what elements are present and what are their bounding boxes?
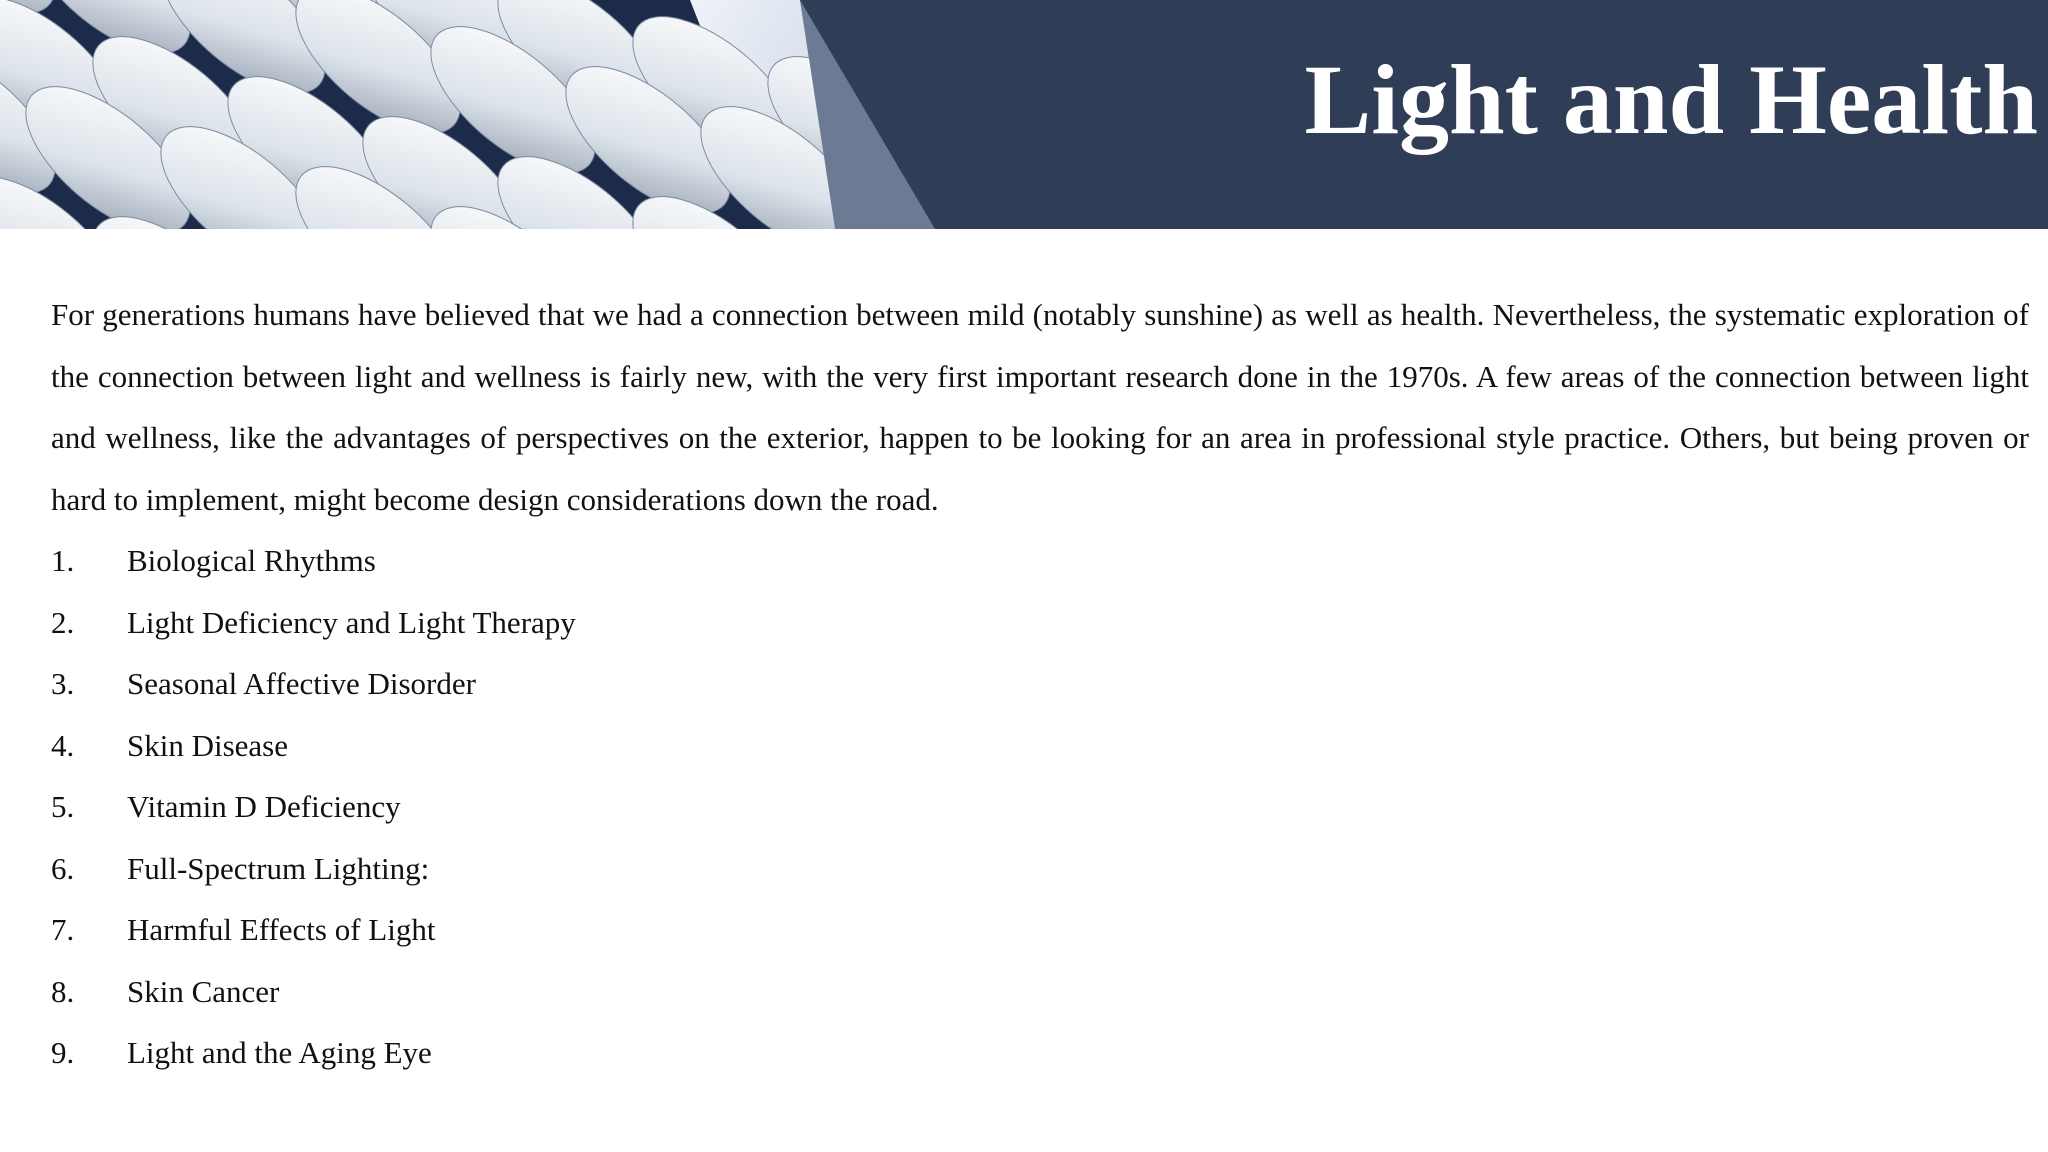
list-item-number: 8.: [51, 973, 75, 1009]
list-item-number: 9.: [51, 1035, 75, 1070]
list-item-number: 7.: [51, 912, 75, 947]
list-item: [51, 899, 576, 961]
list-item-label: Biological Rhythms: [127, 543, 376, 578]
slide-title: Light and Health: [1304, 44, 2038, 155]
list-item: [51, 715, 576, 777]
header-photo: [0, 0, 940, 229]
list-item: [51, 530, 576, 592]
list-item: [51, 776, 576, 838]
list-item: [51, 653, 576, 715]
intro-paragraph: For generations humans have believed that we had a connection between mild (notably sunshine) as well as health. Nevertheless, the systematic exploration of the connection between light and wellness is fairly new, with the very first important research done in the 1970s. A few areas of the connection between light and wellness, like the advantages of perspectives on the exterior, happen to be looking for an area in professional style practice. Others, but being proven or hard to implement, might become design considerations down the road.: [51, 297, 2029, 517]
topic-list: [51, 530, 576, 1084]
list-item-number: 2.: [51, 604, 75, 640]
list-item-label: Full-Spectrum Lighting:: [127, 850, 430, 886]
list-item: [51, 1022, 576, 1084]
list-item-label: Skin Cancer: [127, 973, 280, 1009]
list-item-number: 4.: [51, 727, 75, 763]
list-item: [51, 838, 576, 900]
list-item-label: Vitamin D Deficiency: [127, 789, 401, 824]
list-item-label: Skin Disease: [127, 727, 289, 763]
list-item-label: Harmful Effects of Light: [127, 912, 436, 947]
list-item: [51, 961, 576, 1023]
list-item-number: 5.: [51, 789, 75, 824]
list-item: [51, 592, 576, 654]
list-item-label: Light and the Aging Eye: [127, 1035, 432, 1070]
list-item-number: 6.: [51, 850, 75, 886]
list-item-number: 1.: [51, 543, 75, 578]
slide-header: [0, 0, 2048, 229]
list-item-label: Seasonal Affective Disorder: [127, 666, 476, 701]
list-item-number: 3.: [51, 666, 75, 701]
list-item-label: Light Deficiency and Light Therapy: [127, 604, 576, 640]
